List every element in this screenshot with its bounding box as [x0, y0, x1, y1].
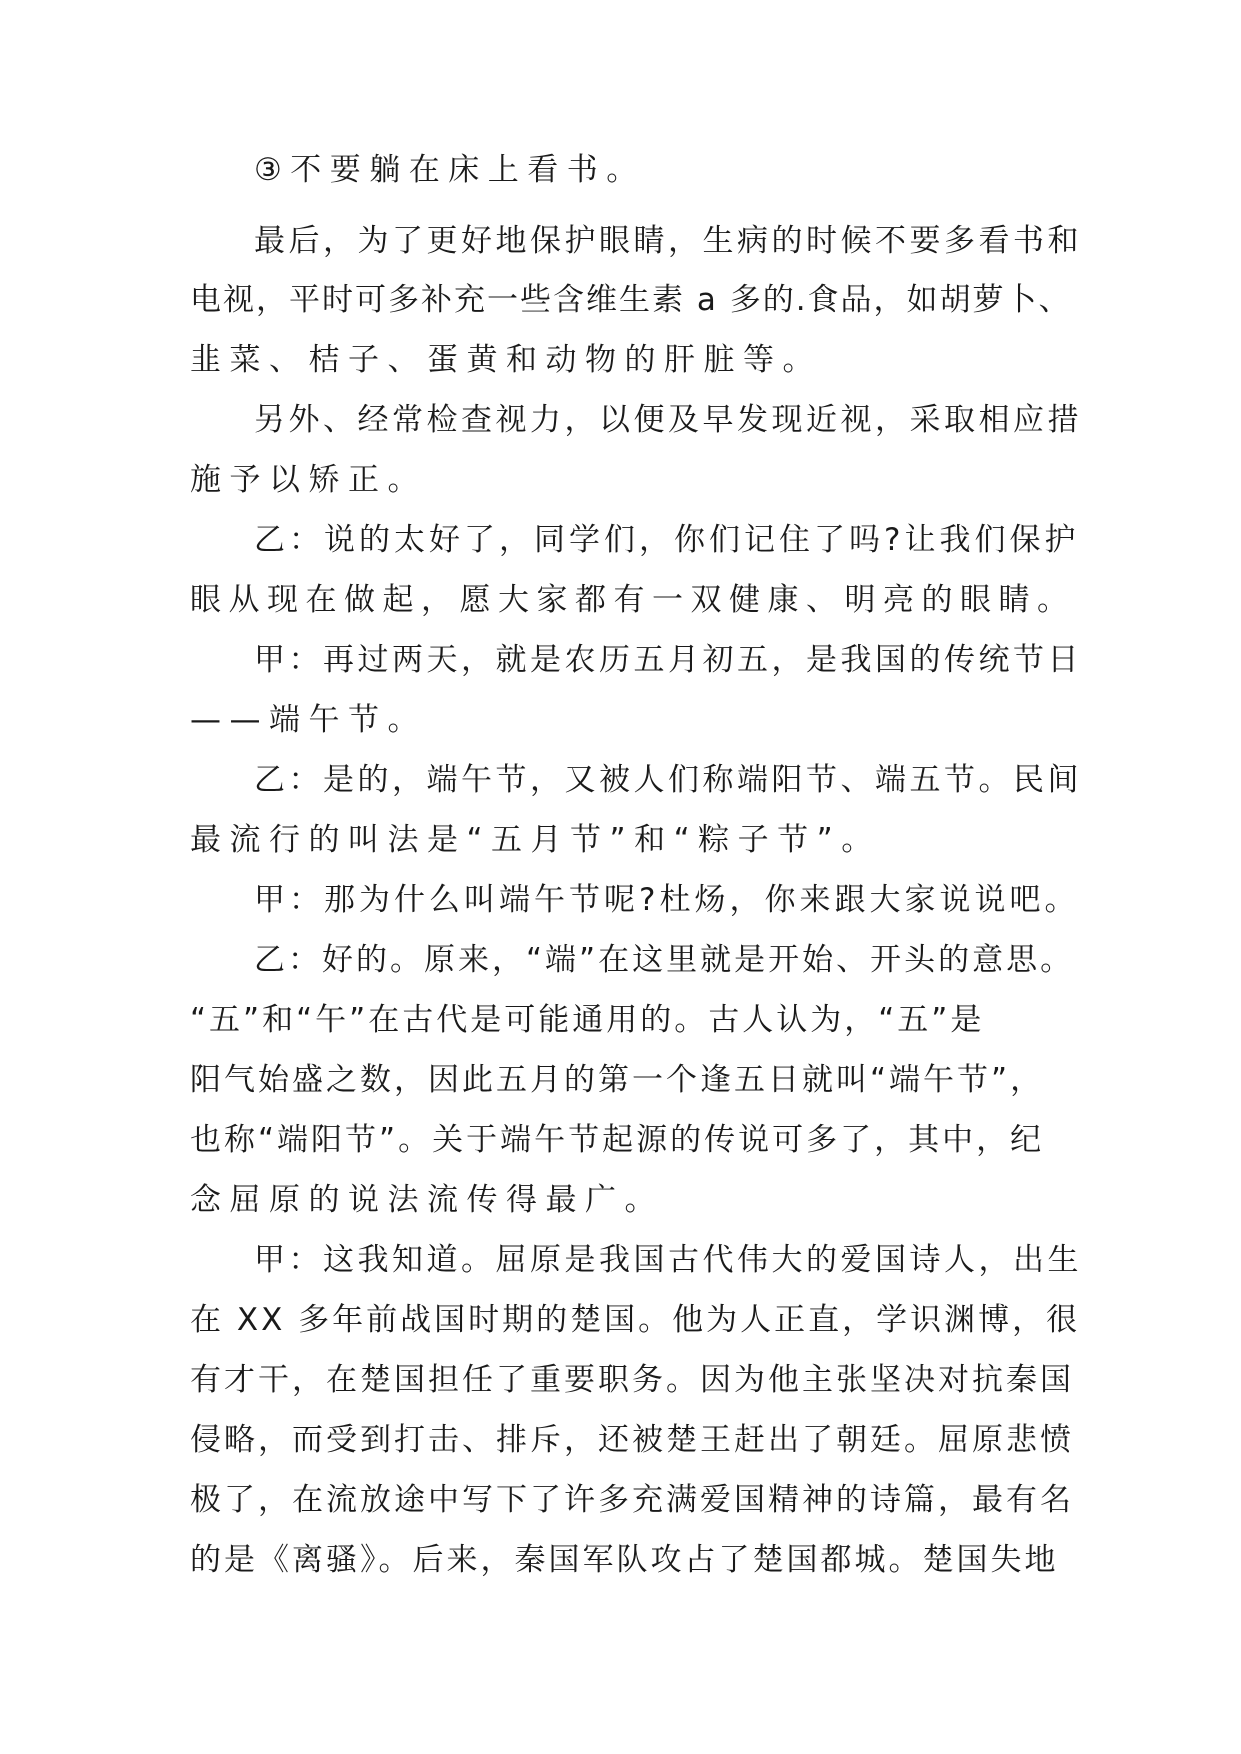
text-line: 甲：那为什么叫端午节呢?杜炀，你来跟大家说说吧。 [254, 882, 1080, 918]
text-line: 也称“端阳节”。关于端午节起源的传说可多了，其中，纪 [190, 1122, 1045, 1158]
text-line: 眼从现在做起，愿大家都有一双健康、明亮的眼睛。 [190, 582, 1076, 618]
text-line: 另外、经常检查视力，以便及早发现近视，采取相应措 [254, 402, 1082, 438]
text-line: 乙：好的。原来，“端”在这里就是开始、开头的意思。 [254, 942, 1075, 978]
text-line: 甲：这我知道。屈原是我国古代伟大的爱国诗人，出生 [254, 1242, 1082, 1278]
text-line: 甲：再过两天，就是农历五月初五，是我国的传统节日 [254, 642, 1082, 678]
text-line: “五”和“午”在古代是可能通用的。古人认为，“五”是 [190, 1002, 985, 1038]
text-line: 侵略，而受到打击、排斥，还被楚王赶出了朝廷。屈原悲愤 [190, 1422, 1074, 1458]
text-line: 有才干，在楚国担任了重要职务。因为他主张坚决对抗秦国 [190, 1362, 1074, 1398]
text-line: 乙：说的太好了，同学们，你们记住了吗?让我们保护 [254, 522, 1080, 558]
text-line: 念屈原的说法流传得最广。 [190, 1182, 664, 1218]
text-line: 韭菜、桔子、蛋黄和动物的肝脏等。 [190, 342, 822, 378]
text-line: 施予以矫正。 [190, 462, 427, 498]
text-line: 最流行的叫法是“五月节”和“粽子节”。 [190, 822, 881, 858]
text-line: 阳气始盛之数，因此五月的第一个逢五日就叫“端午节”， [190, 1062, 1045, 1098]
text-line: ③不要躺在床上看书。 [254, 152, 646, 188]
text-line: ——端午节。 [190, 702, 427, 738]
text-line: 乙：是的，端午节，又被人们称端阳节、端五节。民间 [254, 762, 1082, 798]
text-line: 在 XX 多年前战国时期的楚国。他为人正直，学识渊博，很 [190, 1302, 1081, 1338]
text-line: 最后，为了更好地保护眼睛，生病的时候不要多看书和 [254, 223, 1082, 259]
text-line: 电视，平时可多补充一些含维生素 a 多的.食品，如胡萝卜、 [190, 282, 1072, 318]
text-line: 的是《离骚》。后来，秦国军队攻占了楚国都城。楚国失地 [190, 1542, 1059, 1578]
text-line: 极了，在流放途中写下了许多充满爱国精神的诗篇，最有名 [190, 1482, 1074, 1518]
